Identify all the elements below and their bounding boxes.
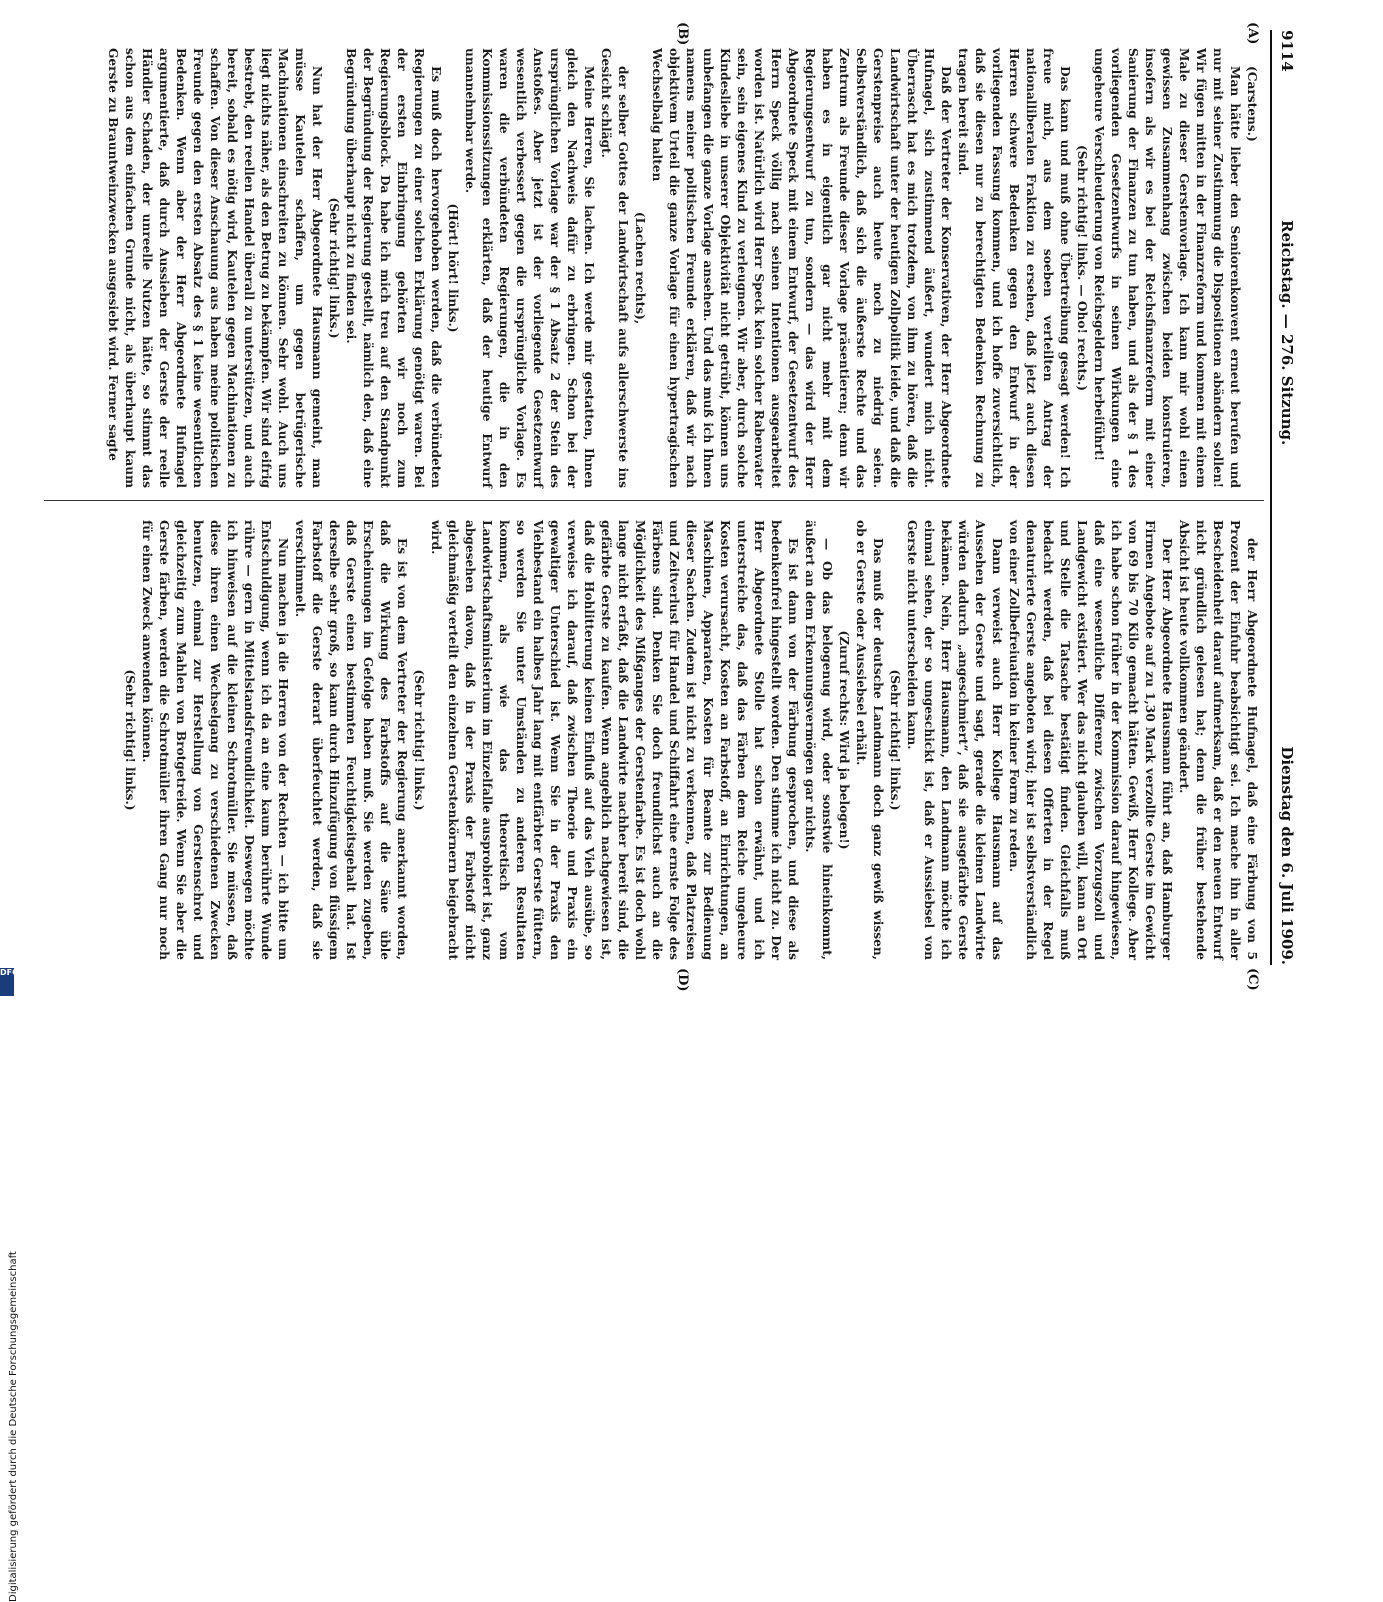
- column-divider: [44, 500, 1264, 501]
- paragraph: — Ob das belogenug wird, oder sonstwie hineinkommt, äußert an dem Erkennungsvermögen gar nichts.: [803, 520, 834, 960]
- paragraph: Meine Herren, Sie lachen. Ich werde mir gestatten, Ihnen gleich den Nachweis dafür zu erbringen. Schon bei der ursprünglichen Vorlage war der § 1 Absatz 2 der Stein des Anstoßes. Aber jetzt ist der vorliegende Gesetzentwurf wesentlich verbessert gegen die ursprüngliche Vorlage. Es waren die verbündeten Regierungen, die in den Kommissionssitzungen erklärten, daß der heutige Entwurf unannehmbar werde.: [463, 48, 596, 488]
- digitization-credit: Digitalisierung gefördert durch die Deutsche Forschungsgemeinschaft: [8, 1251, 19, 1602]
- paragraph: Es muß doch hervorgehoben werden, daß die verbündeten Regierungen zu einer solchen Erklärung genötigt waren. Bei der ersten Einbringung gehörten wir noch zum Regierungsblock. Da habe ich mich treu auf den Standpunkt der Begründung der Regierung gestellt, nämlich den, daß eine Begründung überhaupt nicht zu finden sei.: [344, 48, 443, 488]
- interjection: (Sehr richtig! links. — Oho! rechts.): [1075, 144, 1089, 392]
- interjection: (Sehr richtig! links.): [888, 669, 902, 811]
- dfg-logo: DFG: [0, 968, 14, 996]
- paragraph: Es ist von dem Vertreter der Regierung anerkannt worden, daß die Wirkung des Farbstoffs auf die Säue üble Erscheinungen im Gefolge haben muß. Sie werden zugeben, daß Gerste einen bestimmten Feuchtigkeitsgehalt hat. Ist derselbe sehr groß, so kann durch Hinzufügung von flüssigem Farbstoff die Gerste derart überfeuchtet werden, daß sie verschimmelt.: [293, 520, 409, 960]
- right-text-column: [121, 520, 1260, 960]
- interjection: (Hört! hört! links.): [446, 203, 460, 333]
- paragraph: Das muß der deutsche Landmann doch ganz gewiß wissen, ob er Gerste oder Aussiebsel erhält.: [854, 520, 885, 960]
- left-text-column: [104, 48, 1260, 488]
- margin-marker-c: (C): [1245, 968, 1260, 991]
- interjection: (Sehr richtig! links.): [327, 197, 341, 339]
- interjection: (Lachen rechts),: [633, 211, 647, 325]
- interjection: (Zuruf rechts: Wird ja belogen!): [837, 630, 851, 850]
- margin-marker-a: (A): [1245, 22, 1260, 45]
- margin-marker-d: (D): [675, 968, 690, 992]
- paragraph: der selber Gottes der Landwirtschaft aufs allerschwerste ins Gesicht schlägt.: [599, 48, 630, 488]
- interjection: (Sehr richtig! links.): [412, 669, 426, 811]
- paragraph: Nun hat der Herr Abgeordnete Hausmann gemeint, man müsse Kautelen schaffen, um gegen betrügerische Machinationen einschreiten zu können. Sehr wohl. Auch uns liegt nichts näher, als den Betrug zu bekämpfen. Wir sind eifrig bestrebt, den reellen Handel überall zu unterstützen, und auch bereit, sobald es nötig wird, Kautelen gegen Machinationen zu schaffen. Von dieser Anschauung aus haben meine politischen Freunde gegen den ersten Absatz des § 1 keine wesentlichen Bedenken. Wenn aber der Herr Abgeordnete Hufnagel argumentierte, daß durch Aussieben der Gerste der reelle Händler Schaden, der unreelle Nutzen hätte, so stimmt das schon aus dem einfachen Grunde nicht, als überhaupt kaum Gerste zu Brauntweinzwecken ausgesiebt wird. Ferner sagte: [106, 48, 324, 488]
- interjection: (Sehr richtig! links.): [123, 669, 137, 811]
- margin-marker-b: (B): [675, 22, 690, 46]
- header-date: Dienstag den 6. Juli 1909.: [1278, 746, 1296, 965]
- paragraph: (Carstens.): [1245, 66, 1259, 142]
- page-header: [1270, 30, 1298, 965]
- paragraph: Das kann und muß ohne Übertreibung gesagt werden! Ich freue mich, aus dem soeben verteilten Antrag der nationalliberalen Fraktion zu ersehen, daß jetzt auch diesen Herren schwere Bedenken gegen den Entwurf in der vorliegenden Fassung kommen, und ich hoffe zuversichtlich, daß sie diesen nur zu berechtigten Bedenken Rechnung zu tragen bereit sind.: [956, 48, 1072, 488]
- page-number: 9114: [1278, 30, 1296, 72]
- paragraph: Nun machen ja die Herren von der Rechten — ich bitte um Entschuldigung, wenn ich da an eine kaum berührte Wunde rühre — gern in Mittelstandsfreundlichkeit. Deswegen möchte ich hinweisen auf die kleinen Schrotmüller. Sie müssen, daß diese ihren einen Wechselgang zu verschiedenen Zwecken benutzen, einmal zur Herstellung von Gerstenschrot und gleichzeitig zum Mahlen von Brotgetreide. Wenn Sie aber die Gerste färben, werden die Schrotmüller ihren Gang nur noch für einen Zweck anwenden können.: [140, 520, 290, 960]
- paragraph: Dann verweist auch Herr Kollege Hausmann auf das Aussehen der Gerste und sagt, gerade die kleinen Landwirte würden dadurch „angeschmiert“, daß sie ausgefärbte Gerste bekämen. Nein, Herr Hausmann, den Landmann möchte ich einmal sehen, der so ungeschickt ist, daß er Aussiebsel von Gerste nicht unterscheiden kann.: [905, 520, 1004, 960]
- header-title: Reichstag. — 276. Sitzung.: [1278, 220, 1296, 446]
- paragraph: Man hätte lieber den Seniorenkonvent erneut berufen und nur mit seiner Zustimmung die Dispositionen abändern sollen! Wir fügen mitten in der Finanzreform und kommen mit einem Male zu dieser Gerstenvorlage. Ich kann mir wohl einen gewissen Zusammenhang zwischen beiden konstruieren, insofern als wir es bei der Reichsfinanzreform mit einer Sanierung der Finanzen zu tun haben, und als der § 1 des vorliegenden Gesetzentwurfs in seinen Wirkungen eine ungeheure Verschleuderung von Reichsgeldern herbeiführt!: [1092, 48, 1242, 488]
- paragraph: der Herr Abgeordnete Hufnagel, daß eine Färbung von 5 Prozent der Einfuhr beabsichtigt sei. Ich mache ihn in aller Bescheidenheit darauf aufmerksam, daß er den neuen Entwurf nicht gründlich gelesen hat; denn die früher bestehende Absicht ist heute vollkommen geändert.: [1177, 520, 1259, 960]
- paragraph: Es ist dann von der Färbung gesprochen, und diese als bedenkenfrei hingestellt worden. Den stimme ich nicht zu. Der Herr Abgeordnete Stolle hat schon erwähnt, und ich unterstreiche das, daß das Färben dem Reiche ungeheure Kosten verursacht, Kosten an Farbstoff, an Einrichtungen, an Maschinen, Apparaten, Kosten für Beamte zur Bedienung dieser Sachen. Zudem ist nicht zu verkennen, daß Platzreisen und Zeitverlust für Handel und Schiffahrt eine ernste Folge des Färbens sind. Denken Sie doch freundlichst auch an die Möglichkeit des Mißganges der Gerstenfarbe. Es ist doch wohl lange nicht erfaßt, daß die Landwirte nachher bereit sind, die gefärbte Gerste zu kaufen. Wenn angeblich nachgewiesen ist, daß die Hohlitterung keinen Einfluß auf das Vieh ausübe, so verweise ich darauf, daß zwischen Theorie und Praxis ein gewaltiger Unterschied ist. Wenn Sie in der Praxis den Viehbestand ein halbes Jahr lang mit entfärbter Gerste füttern, so werden Sie unter Umständen zu anderen Resultaten kommen, als wie das theoretisch vom Landwirtschaftsministerium im Einzelfalle ausprobiert ist, ganz abgesehen davon, daß in der Praxis der Farbstoff nicht gleichmäßig verteilt den einzelnen Gerstenkörnern beigebracht wird.: [429, 520, 800, 960]
- paragraph: Der Herr Abgeordnete Hausmann führt an, daß Hamburger Firmen Angebote auf zu 1,30 Mark verzollte Gerste im Gewicht von 69 bis 70 Kilo gemacht hätten. Gewiß, Herr Kollege. Aber ich habe schon früher in der Kommission darauf hingewiesen, daß eine wesentliche Differenz zwischen Vorzugszoll und Landgewicht existiert. Wer das nicht glauben will, kann an Ort und Stelle die Tatsache bestätigt finden. Gleichfalls muß bedacht werden, daß bei diesen Offerten in der Regel denaturierte Gerste angeboten wird; hier ist selbstverständlich von einer Zollbefreiuation in keiner Form zu reden.: [1007, 520, 1174, 960]
- paragraph: Daß der Vertreter der Konservativen, der Herr Abgeordnete Hufnagel, sich zustimmend äußert, wundert mich nicht. Überrascht hat es mich trotzdem, von ihm zu hören, daß die Landwirtschaft unter der heutigen Zollpolitik leide, und daß die Gerstenpreise auch heute noch zu niedrig seien. Selbstverständlich, daß sich die äußerste Rechte und das Zentrum als Freunde dieser Vorlage präsentieren; denn wir haben es in eigentlich gar nicht mehr mit dem Regierungsentwurf zu tun, sondern — das wird der Herr Abgeordnete Speck mit einem Entwurf, der Gesetzentwurf des Herrn Speck völlig nach seinen Intentionen ausgearbeitet worden ist. Natürlich wird Herr Speck kein solcher Rabenvater sein, sein eigenes Kind zu verleugnen. Wir aber, durch solche Kindesliebe in unserer Objektivität nicht getrübt, können uns unbefangen die ganze Vorlage ansehen. Und das muß ich Ihnen namens meiner politischen Freunde erklären, daß wir nach objektivem Urteil die ganze Vorlage für einen hypertragischen Wechselbalg halten: [650, 48, 953, 488]
